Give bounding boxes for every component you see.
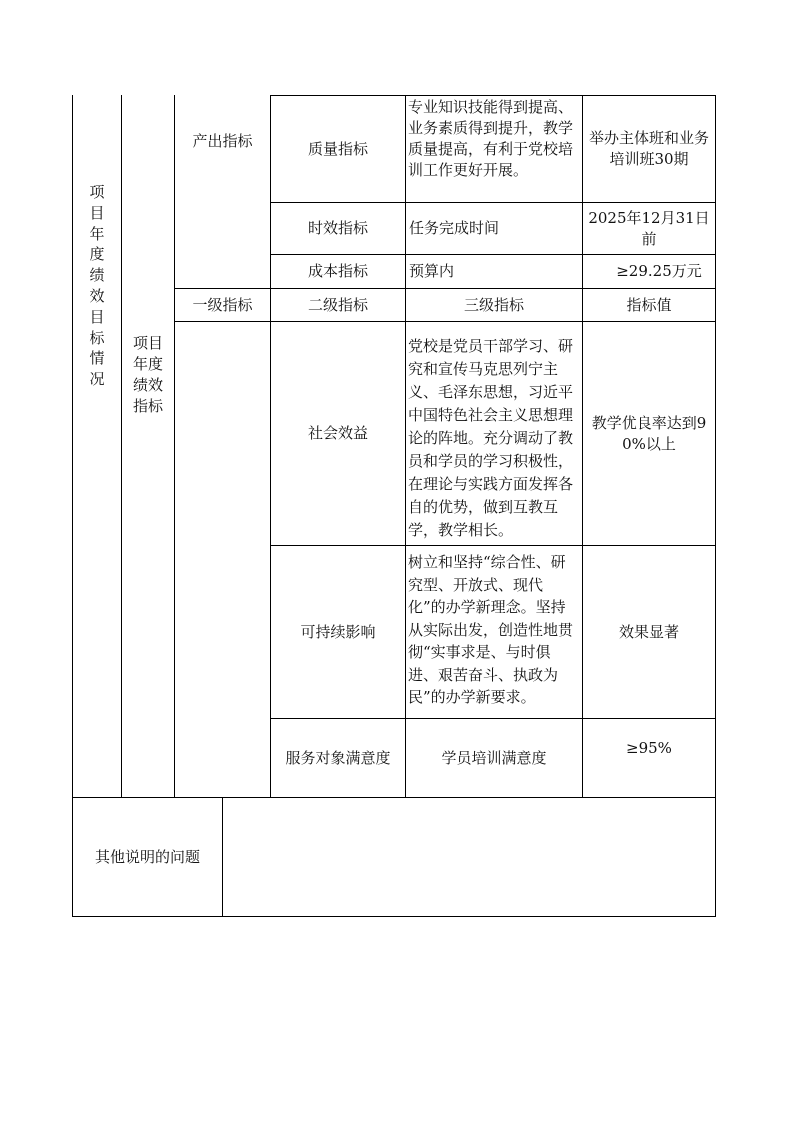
social-desc: [406, 335, 582, 539]
cost-value-text: ≥29.25万元: [616, 262, 702, 280]
sustainable-desc-text: 树立和坚持“综合性、研究型、开放式、现代化”的办学新理念。坚持从实际出发，创造性地贯彻“实事求是、与时俱进、艰苦奋斗、执政为民”的办学新要求。: [408, 553, 574, 706]
timeliness-desc: [406, 203, 582, 254]
sustainable-name: [271, 546, 405, 718]
satisfaction-desc: [406, 719, 582, 797]
sustainable-value-text: 效果显著: [618, 622, 679, 641]
cost-desc: [406, 255, 582, 288]
social-name-text: 社会效益: [307, 424, 368, 442]
satisfaction-name-text: 服务对象满意度: [285, 748, 391, 767]
quality-desc-text: 专业知识技能得到提高、业务素质得到提升，教学质量提高，有利于党校培训工作更好开展。: [408, 98, 574, 179]
indicator-label: [122, 320, 174, 430]
header-value-text: 指标值: [626, 295, 672, 314]
satisfaction-name: [271, 719, 405, 797]
social-value: [583, 322, 715, 545]
sustainable-desc: [406, 551, 582, 717]
output-indicator: [175, 129, 270, 153]
timeliness-value: [583, 203, 715, 254]
social-desc-text: 党校是党员干部学习、研究和宣传马克思列宁主义、毛泽东思想，习近平中国特色社会主义思想理论的阵地。充分调动了教员和学员的学习积极性，在理论与实践方面发挥各自的优势，做到互教互学，教学相长。: [408, 337, 574, 539]
grid-line: [121, 95, 122, 798]
social-name: [271, 322, 405, 545]
timeliness-name: [271, 203, 405, 254]
cost-desc-text: 预算内: [409, 262, 455, 280]
quality-name: [271, 96, 405, 202]
quality-name-text: 质量指标: [307, 139, 368, 158]
header-level2: [271, 289, 405, 321]
cost-value: [583, 255, 715, 288]
header-level1: [175, 289, 270, 321]
cost-name: [271, 255, 405, 288]
header-level3: [406, 289, 582, 321]
other-value: [223, 798, 715, 916]
quality-value: [583, 96, 715, 202]
cost-name-text: 成本指标: [307, 262, 368, 280]
project-goal-label-text: 项目年度绩效目标情况: [89, 183, 105, 389]
header-value: [583, 289, 715, 321]
quality-value-text: 举办主体班和业务培训班30期: [589, 129, 710, 168]
satisfaction-desc-text: 学员培训满意度: [441, 748, 547, 767]
other-label: [73, 798, 222, 916]
quality-desc: [406, 97, 582, 202]
project-goal-label: [73, 96, 121, 476]
satisfaction-value-text: ≥95%: [626, 739, 672, 757]
header-level2-text: 二级指标: [307, 295, 368, 314]
header-level3-text: 三级指标: [463, 295, 524, 314]
output-indicator-text: 产出指标: [192, 131, 253, 150]
indicator-label-text: 项目年度绩效指标: [132, 334, 163, 415]
other-label-text: 其他说明的问题: [94, 847, 200, 866]
timeliness-value-text: 2025年12月31日前: [588, 208, 710, 248]
social-value-text: 教学优良率达到90%以上: [591, 413, 707, 453]
sustainable-value: [583, 546, 715, 718]
header-level1-text: 一级指标: [192, 295, 253, 314]
timeliness-desc-text: 任务完成时间: [409, 219, 500, 237]
satisfaction-value: [583, 738, 715, 768]
timeliness-name-text: 时效指标: [307, 219, 368, 237]
sustainable-name-text: 可持续影响: [300, 622, 376, 641]
grid-line: [715, 95, 716, 917]
grid-line: [72, 916, 716, 917]
grid-line: [174, 95, 175, 798]
